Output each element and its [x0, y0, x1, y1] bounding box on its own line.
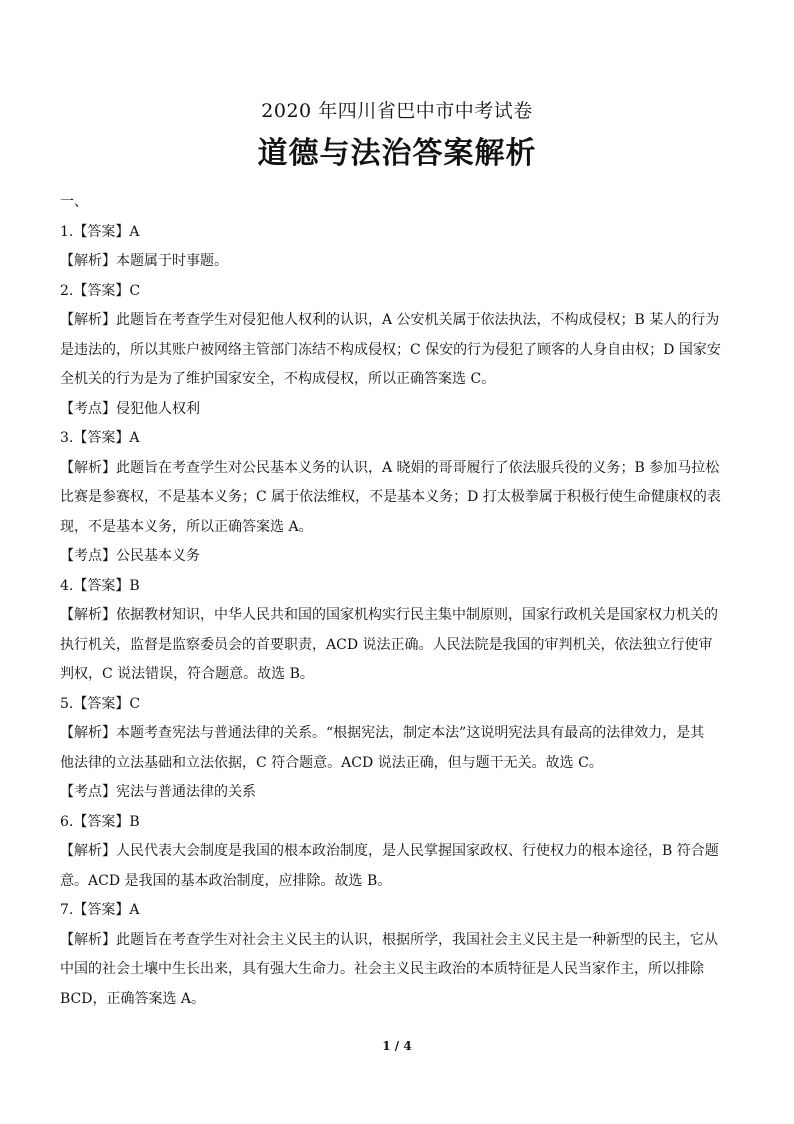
body-line: 5.【答案】C	[60, 695, 141, 712]
body-line: 4.【答案】B	[60, 577, 140, 594]
page-number: 1 / 4	[382, 1039, 412, 1053]
body-line: 2.【答案】C	[60, 282, 141, 299]
body-line: 意。ACD 是我国的基本政治制度，应排除。故选 B。	[60, 872, 392, 889]
body-line: 【考点】宪法与普通法律的关系	[60, 784, 256, 800]
body-line: 比赛是参赛权，不是基本义务；C 属于依法维权，不是基本义务；D 打太极拳属于积极行使生命健康权的表	[60, 489, 721, 505]
body-line: 现，不是基本义务，所以正确答案选 A。	[60, 518, 313, 535]
body-line: 【解析】此题旨在考查学生对社会主义民主的认识，根据所学，我国社会主义民主是一种新型的民主，它从	[60, 931, 718, 948]
document-subtitle: 道德与法治答案解析	[257, 136, 537, 171]
body-line: 7.【答案】A	[60, 902, 140, 918]
body-line: 【解析】本题属于时事题。	[60, 253, 228, 269]
body-line: 3.【答案】A	[60, 430, 140, 446]
body-line: 执行机关，监督是监察委员会的首要职责，ACD 说法正确。人民法院是我国的审判机关，依法独立行使审	[60, 636, 713, 653]
body-line: 一、	[60, 194, 88, 210]
body-line: 【解析】此题旨在考查学生对侵犯他人权利的认识，A 公安机关属于依法执法，不构成侵权；B 某人的行为	[60, 312, 720, 328]
body-line: 【考点】侵犯他人权利	[60, 400, 200, 417]
body-line: 【解析】本题考查宪法与普通法律的关系。“根据宪法，制定本法”这说明宪法具有最高的法律效力，是其	[60, 725, 705, 741]
body-line: 他法律的立法基础和立法依据，C 符合题意。ACD 说法正确，但与题干无关。故选 C。	[60, 754, 603, 771]
body-line: 1.【答案】A	[60, 223, 140, 240]
body-line: 【考点】公民基本义务	[60, 548, 200, 564]
body-line: 全机关的行为是为了维护国家安全，不构成侵权，所以正确答案选 C。	[60, 371, 496, 387]
body-line: 中国的社会土壤中生长出来，具有强大生命力。社会主义民主政治的本质特征是人民当家作主，所以排除	[60, 961, 704, 977]
body-line: 判权，C 说法错误，符合题意。故选 B。	[60, 666, 314, 682]
body-line: 6.【答案】B	[60, 813, 140, 830]
body-line: BCD，正确答案选 A。	[60, 990, 206, 1007]
document-title: 2020 年四川省巴中市中考试卷	[261, 100, 533, 122]
body-line: 【解析】依据教材知识，中华人民共和国的国家机构实行民主集中制原则，国家行政机关是国家权力机关的	[60, 607, 718, 623]
body-line: 【解析】人民代表大会制度是我国的根本政治制度，是人民掌握国家政权、行使权力的根本途径，B 符合题	[60, 843, 719, 859]
body-line: 【解析】此题旨在考查学生对公民基本义务的认识，A 晓娟的哥哥履行了依法服兵役的义务；B 参加马拉松	[60, 459, 720, 476]
answer-body	[60, 188, 738, 1014]
body-line: 是违法的，所以其账户被网络主管部门冻结不构成侵权；C 保安的行为侵犯了顾客的人身自由权；D 国家安	[60, 341, 721, 358]
